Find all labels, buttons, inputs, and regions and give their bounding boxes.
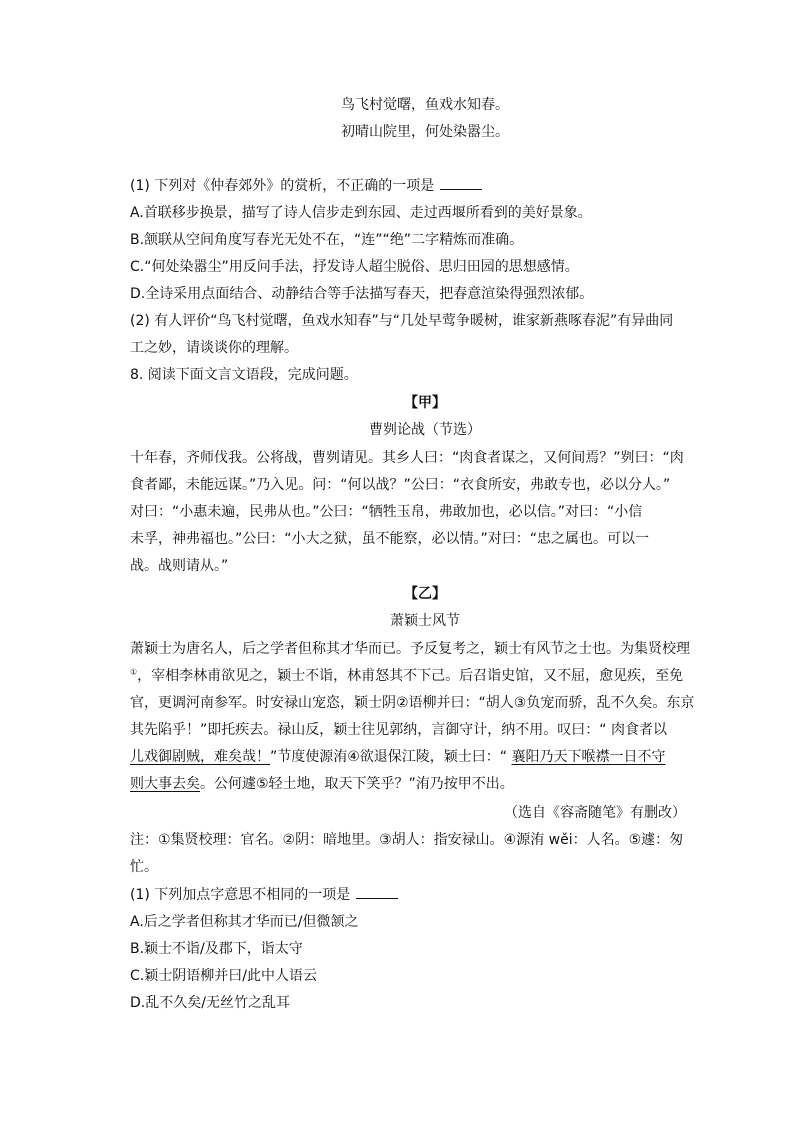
question-stem	[130, 173, 720, 200]
passage-text: 。公何遽⑤轻土地，取天下笑乎？”洧乃按甲不出。	[200, 776, 514, 792]
poem-line: 初晴山院里，何处染嚣尘。	[341, 124, 509, 140]
underlined-text: 则大事去矣	[130, 776, 200, 792]
option-a: A.首联移步换景，描写了诗人信步走到东园、走过西堰所看到的美好景象。	[130, 205, 592, 221]
passage-text: ，宰相李林甫欲见之，颖士不诣，林甫怒其不下己。后召诣史馆，又不屈，愈见疾，至免	[137, 668, 684, 684]
passage-line	[130, 663, 720, 690]
option-a: A.后之学者但称其才华而已/但微颔之	[130, 914, 359, 930]
passage-line: 战。战则请从。”	[130, 558, 229, 574]
answer-blank[interactable]	[440, 175, 482, 190]
question-text: (2) 有人评价“鸟飞村觉曙，鱼戏水知春”与“几处早莺争暖树，谁家新燕啄春泥”有异曲同	[130, 313, 674, 329]
passage-line	[130, 744, 720, 771]
passage-line: 其先陷乎！”即托疾去。禄山反，颖士往见郭纳，言御守计，纳不用。叹曰：“ 肉食者以	[130, 722, 667, 738]
question-text: 工之妙，请谈谈你的理解。	[130, 340, 298, 356]
option-d: D.全诗采用点面结合、动静结合等手法描写春天，把春意渲染得强烈浓郁。	[130, 286, 594, 302]
footnote-mark: ①	[130, 667, 138, 677]
passage-line: 萧颖士为唐名人，后之学者但称其才华而已。予反复考之，颖士有风节之士也。为集贤校理	[130, 641, 690, 657]
section-mark: 【甲】	[404, 395, 446, 411]
option-c: C.“何处染嚣尘”用反问手法，抒发诗人超尘脱俗、思归田园的思想感情。	[130, 259, 579, 275]
passage-line: 未孚，神弗福也。”公曰：“小大之狱，虽不能察，必以情。”对曰：“忠之属也。可以一	[130, 531, 650, 547]
underlined-text: 襄阳乃天下喉襟一日不守	[511, 749, 666, 765]
poem-line: 鸟飞村觉曙，鱼戏水知春。	[341, 97, 509, 113]
passage-text: ”节度使源洧④欲退保江陵，颖士曰：“	[270, 749, 512, 765]
passage-line: 食者鄙，未能远谋。”乃入见。问：“何以战？”公曰：“衣食所安，弗敢专也，必以分人。”	[130, 477, 671, 493]
question-stem	[130, 882, 720, 909]
option-d: D.乱不久矣/无丝竹之乱耳	[130, 995, 290, 1011]
passage-line: 十年春，齐师伐我。公将战，曹刿请见。其乡人曰：“肉食者谋之，又何间焉？”刿曰：“肉	[130, 450, 684, 466]
source-citation: （选自《容斋随笔》有删改）	[504, 805, 686, 821]
option-b: B.颔联从空间角度写春光无处不在，“连”“绝”二字精炼而准确。	[130, 232, 524, 248]
passage-line	[130, 771, 720, 798]
answer-blank[interactable]	[356, 884, 398, 899]
passage-line: 对曰：“小惠未遍，民弗从也。”公曰：“牺牲玉帛，弗敢加也，必以信。”对曰：“小信	[130, 504, 643, 520]
passage-title: 曹刿论战（节选）	[369, 422, 481, 438]
option-b: B.颖士不诣/及郡下，诣太守	[130, 941, 303, 957]
passage-title: 萧颖士风节	[390, 613, 460, 629]
underlined-text: 儿戏御剧贼，难矣哉！	[130, 749, 270, 765]
footnote: 忙。	[130, 859, 158, 875]
footnote: 注：①集贤校理：官名。②阴：暗地里。③胡人：指安禄山。④源洧 wěi：人名。⑤遽：匆	[130, 832, 684, 848]
question-stem: 8. 阅读下面文言文语段，完成问题。	[130, 367, 358, 383]
question-text: (1) 下列加点字意思不相同的一项是	[130, 887, 351, 903]
option-c: C.颖士阴语柳并曰/此中人语云	[130, 968, 317, 984]
section-mark: 【乙】	[404, 586, 446, 602]
passage-line: 官，更调河南参军。时安禄山宠恣，颖士阴②语柳并曰：“胡人③负宠而骄，乱不久矣。东京	[130, 695, 695, 711]
question-text: (1) 下列对《仲春郊外》的赏析，不正确的一项是	[130, 178, 435, 194]
